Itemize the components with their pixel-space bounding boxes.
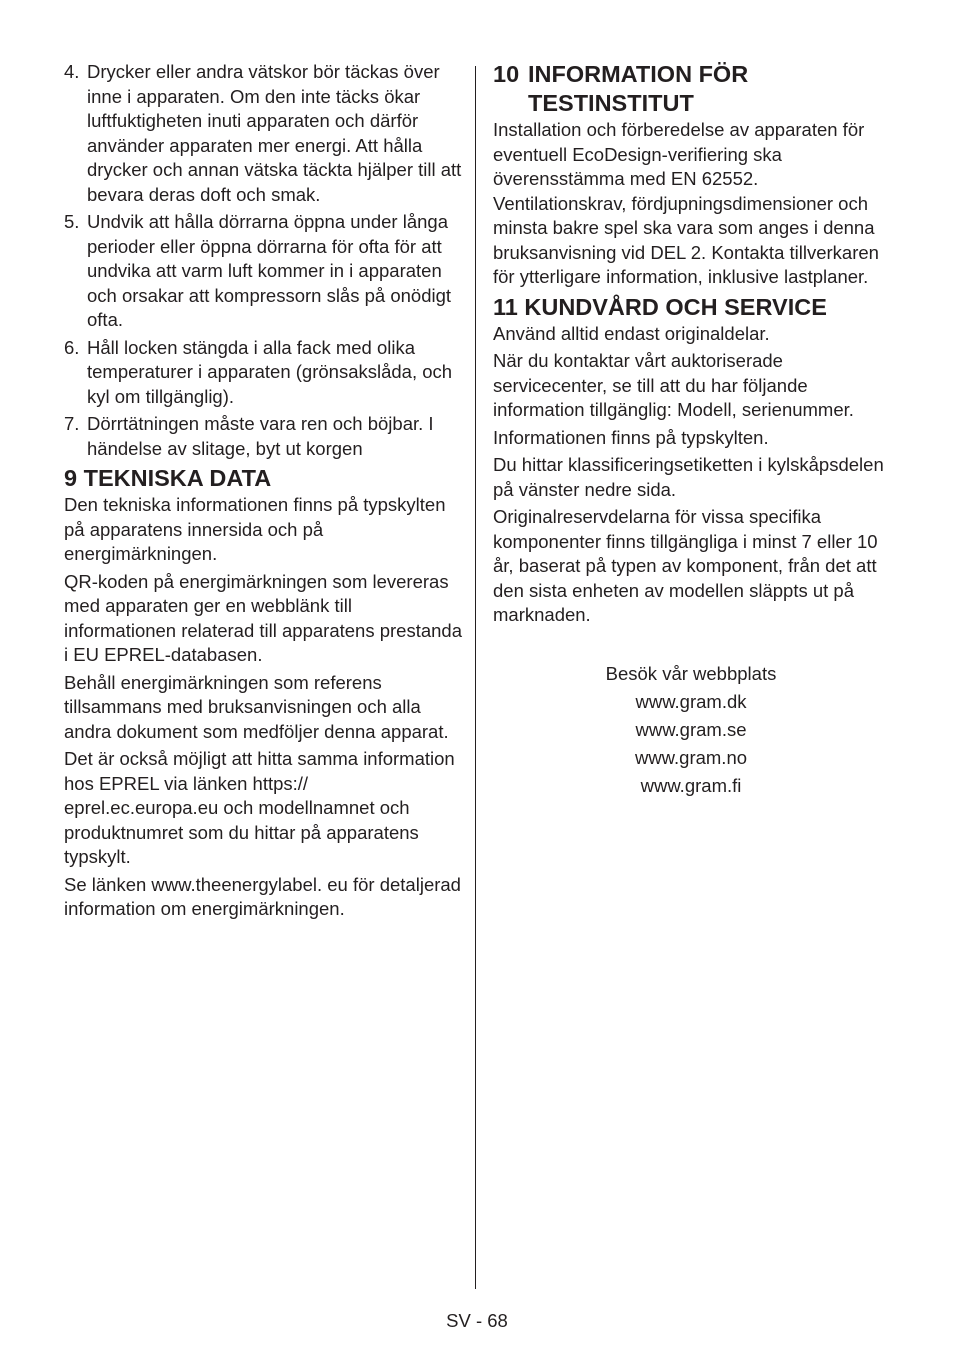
list-item: [64, 210, 464, 333]
section-number: 9: [64, 465, 78, 491]
section-9-heading: [64, 464, 464, 493]
list-item-number: 4.: [64, 61, 80, 82]
website-link-no[interactable]: www.gram.no: [634, 746, 748, 768]
section-10-heading: [493, 60, 893, 118]
website-intro: Besök vår webbplats: [605, 662, 777, 684]
right-column: [493, 60, 893, 800]
left-column: [64, 60, 464, 925]
section-title-text: KUNDVÅRD OCH SERVICE: [524, 293, 827, 320]
list-item-text: Undvik att hålla dörrarna öppna under långa perioder eller öppna dörrarna för ofta för att undvika att varm luft kommer in i apparaten och orsakar att kompressorn slås på onödigt ofta.: [87, 211, 452, 330]
list-item-number: 6.: [64, 336, 80, 358]
section-9-paragraph: Behåll energimärkningen som referens tillsammans med bruksanvisningen och alla andra dokument som medföljer denna apparat.: [64, 671, 449, 742]
section-9-paragraph: Det är också möjligt att hitta samma information hos EPREL via länken https:// eprel.ec.europa.eu och modellnamnet och produktnumret som du hittar på apparatens typskylt.: [64, 748, 455, 867]
section-9-paragraph: QR-koden på energimärkningen som levereras med apparaten ger en webblänk till informationen relaterad till apparatens prestanda i EU EPREL-databasen.: [64, 570, 462, 665]
website-link-dk[interactable]: www.gram.dk: [635, 690, 747, 712]
energy-tips-list: [64, 60, 464, 461]
section-11-paragraph: Informationen finns på typskylten.: [493, 426, 769, 448]
section-11-paragraph: Du hittar klassificeringsetiketten i kylskåpsdelen på vänster nedre sida.: [493, 454, 884, 500]
list-item: [64, 412, 464, 461]
list-item: [64, 60, 464, 207]
list-item-text: Dörrtätningen måste vara ren och böjbar. I händelse av slitage, byt ut korgen: [87, 413, 434, 459]
section-11-heading: [493, 293, 893, 322]
section-11-paragraph: Originalreservdelarna för vissa specifika komponenter finns tillgängliga i minst 7 eller 10 år, baserat på typen av komponent, från det att den sista enheten av modellen släppts ut på marknaden.: [493, 506, 878, 625]
website-link-se[interactable]: www.gram.se: [635, 718, 747, 740]
list-item-text: Drycker eller andra vätskor bör täckas över inne i apparaten. Om den inte täcks ökar luftfuktigheten inuti apparaten och därför använder apparaten mer energi. Att hålla drycker och annan vätska täckta hjälper till att bevara deras doft och smak.: [87, 61, 462, 205]
list-item-text: Håll locken stängda i alla fack med olika temperaturer i apparaten (grönsakslåda, och kyl om tillgänglig).: [87, 336, 453, 407]
list-item-number: 7.: [64, 413, 80, 434]
page-number: SV - 68: [446, 1310, 508, 1331]
section-9-paragraph: Se länken www.theenergylabel. eu för detaljerad information om energimärkningen.: [64, 873, 461, 919]
list-item: [64, 336, 464, 410]
section-11-paragraph: När du kontaktar vårt auktoriserade servicecenter, se till att du har följande information tillgänglig: Modell, serienummer.: [493, 350, 854, 420]
section-number: 11: [493, 293, 518, 320]
column-divider: [475, 66, 476, 1289]
website-block: [493, 660, 889, 800]
section-10-paragraph: Installation och förberedelse av apparaten för eventuell EcoDesign-verifiering ska överensstämma med EN 62552. Ventilationskrav, fördjupningsdimensioner och minsta bakre spel ska vara som anges i denna bruksanvisning vid DEL 2. Kontakta tillverkaren för ytterligare information, inklusive lastplaner.: [493, 119, 879, 287]
section-title-text: INFORMATION FÖR TESTINSTITUT: [528, 61, 749, 116]
section-number: 10: [493, 61, 520, 87]
section-title-text: TEKNISKA DATA: [83, 465, 272, 491]
section-11-paragraph: Använd alltid endast originaldelar.: [493, 322, 770, 344]
section-9-paragraph: Den tekniska informationen finns på typskylten på apparatens innersida och på energimärkningen.: [64, 494, 446, 564]
list-item-number: 5.: [64, 211, 80, 232]
website-link-fi[interactable]: www.gram.fi: [640, 774, 742, 796]
